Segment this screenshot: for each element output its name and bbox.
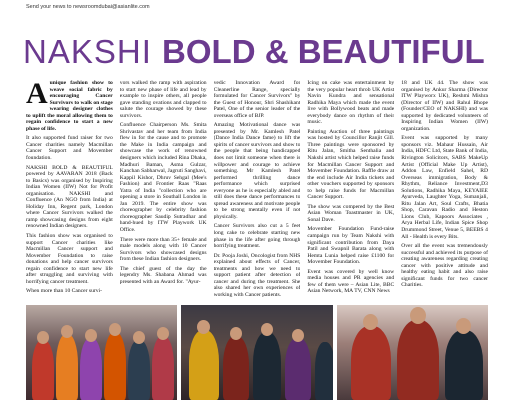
article-body [26,80,488,302]
article-paragraph: Movember Foundation Fund-raise campaign run by Team Nakshi with significant contribution from Daya Patil and Swapnil Barata along with Hemta Lunia helped raise £1100 for Movember Foundation. [307,226,395,266]
photo-strip [26,305,488,400]
article-paragraph [26,80,113,132]
article-paragraph: vedic Innovation Award for Cleanerline Range, specially formulated for Cancer Survivors" by the Guest of Honour, Shri Shashikant Patel, One of the senior leader of the overseas office of BJP. [213,80,301,119]
article-paragraph: Confluence Chairperson Ms. Smita Shrivastav and her team from India flew in for the cause and to promote the Make in India campaign and showcase the work of renowned designers which included Rina Dhaka, Madhuri Baman, Asma Gulzar, Kanchan Sabharwal, Jagruti Sanghavi, Kappil Kishor, Dhruv Sehgal (Mee's Fashion) and Frontier Raas "Raas Yatra of India "collection who are opening a store in Southall London in Jan 2019. The entire show was choreographer by celebrity fashion choreographer Saudip Sutradhar and hand-hued by ITW Playwork UK Office. [119,122,207,234]
send-news-line: Send your news to newsroomdubai@asianlite.com [26,4,150,10]
article-column-4 [307,80,394,302]
photo-award-presentation [181,305,332,400]
article-paragraph: Painting Auction of three paintings was hosted by Councillor Ranjit Gill. Three paintings were sponsored by Ritu Jalan, Smitha Senthalia and Nakshi artist which helped raise funds for Macmillan Cancer Support and Movember Foundation. Raffle draw at the end include Air India tickets and other vouchers supported by sponsors to help raise funds for Macmillan Cancer Support. [307,128,395,201]
article-paragraph: Event was supported by many sponsors viz. Mahaur Hussain, Air India, HDFC Ltd, State Bank of India, Rivington Solicitors, SABS MakeUp Artist (Official Make Up Artist), Addon Law, Enfield Sahel, RD Overseas immigration, Body & Rhythm, Reliance Investment,D3 Solutions, Radhika Maya, KEYAIEE Ayurveda, Laughter Yoga, Sumanjali, Ritu Jalan Art, Soul Crafts, Bhatia Shop, Caravan Radio and Heston Lions Club, Kapoors Associates , Arya Herbal Life, Indian Spice Shop Drummond Street, Venue 5, BEEBS 4 All - Health is every Bits. [401,135,488,240]
article-paragraph: Event was covered by well know media houses and PR agencies and few of them were – Asian Lite, BBC Asian Network, MA TV, CNN News [307,268,395,295]
headline [23,33,493,73]
article-column-1 [26,80,113,302]
headline-part-2: BOLD & BEAUTIFUL [162,33,485,70]
article-paragraph: Dr. Pooja Joshi, Oncologist from NHS explained about effects of Cancer, treatments and how we need to support patient after detection of cancer and during the treatment. She also shared her own experiences of working with Cancer patients. [213,252,301,298]
article-paragraph: Icing on cake was entertainment by the very popular heart throb UK Artist Navin Kundra and sensational Radhika Maya which made the event live with Bollywood beats and made everybody dance on rhythm of their music. [307,80,395,126]
article-paragraph: The chief guest of the day the legendry Ms. Shabana Ahmad was presented with an Award for. "Ayur- [119,265,207,285]
photo-guests [337,305,488,400]
article-paragraph: vors walked the ramp with aspiration to start new phase of life and lead by example to inspire others, all people gave standing ovations and clapped to salute the courage showed by these survivors. [119,80,207,119]
article-paragraph: Cancer Survivors also cut a 5 feet long cake to celebrate starting new phase in the life after going through horrifying treatment. [213,223,301,250]
headline-part-1: NAKSHI [23,33,163,70]
article-paragraph: Amazing Motivational dance was presented by Mr. Kamlesh Patel (Dance India Dance fame) to lift the spirits of cancer survivors and show to the people that being handicapped does not limit someone when there is willpower and courage to achieve something. Mr Kamlesh Patel performed thrilling dance performance which surprised everyone as he is especially abled and still does these dance performances to spread awareness and motivate people to be strong mentally even if not physically. [213,122,301,220]
drop-cap: A [26,80,48,110]
article-paragraph: When more than 10 Cancer survi- [26,288,102,295]
article-paragraph: 18 and UK 44. The show was organised by Ankur Sharma (Director ITW Playworx UK), Reshmi Mishra (Director of IIW) and Rahul Bhope (Founder/CEO of NAKSHI) and was supported by dedicated volunteers of Inspiring Indian Women (IIW) organization. [401,80,488,132]
article-lead: unique fashion show to weave social fabric by encouraging Cancer Survivors to walk on stage wearing designer clothes to uplift the moral allowing them to regain confidence to start a new phase of life. [26,80,113,132]
article-paragraph: The show was compered by the Best Asian Woman Toastmaster in UK, Sonal Dave. [307,203,395,223]
article-column-5 [401,80,488,302]
article-column-2 [120,80,207,302]
article-paragraph: NAKSHI BOLD & BEAUTIFUL powered by AAVARAN 2018 (Back to Basics) was organised by Inspiring Indian Women (IIW) Not for Profit organisation. NAKSHI and Confluence (An NGO from India) at Holiday Inn, Regent park, London where Cancer Survivors walked the ramp showcasing designs from eight renowned Indian designers. [26,164,113,230]
article-paragraph: This fashion show was organised to support Cancer charities like Macmillan Cancer support and Movember Foundation to raise donations and help cancer survivors regain confidence to start new life after struggling and surviving with horrifying cancer treatment. [26,233,113,285]
group-photo-models [26,305,177,400]
article-paragraph: There were more than 35+ female and male models along with 10 Cancer Survivors who showcased designs from these Indian fashion designers. [119,236,207,263]
article-paragraph: It also supported fund raiser for two Cancer charities namely Macmillan Cancer Support and Movember foundation. [26,135,113,162]
article-column-3 [214,80,301,302]
article-paragraph: Over all the event was tremendously successful and achieved its purpose of creating awareness regarding creating cancer with positive attitude and healthy eating habit and also raise significant funds for two cancer Charities. [401,243,488,289]
